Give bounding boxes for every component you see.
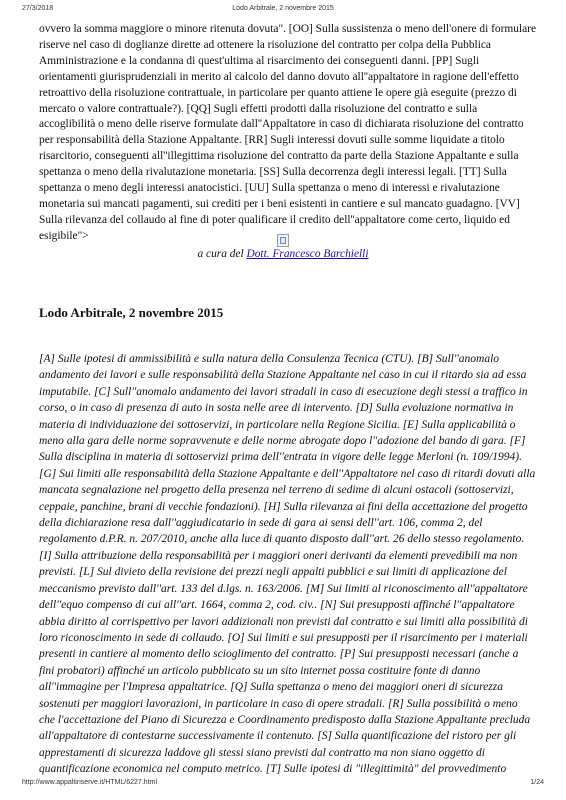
section-title: Lodo Arbitrale, 2 novembre 2015 bbox=[39, 305, 224, 320]
print-title: Lodo Arbitrale, 2 novembre 2015 bbox=[232, 5, 334, 12]
print-header bbox=[0, 5, 566, 17]
intro-paragraph: ovvero la somma maggiore o minore ritenuta dovuta". [OO] Sulla sussistenza o meno dell'onere di formulare riserve nel caso di doglianze dirette ad ottenere la risoluzione del contratto per colpa della Pubblica Amministrazione e la condanna di quest'ultima al risarcimento dei conseguenti danni. [PP] Sugli orientamenti giurisprudenziali in merito al calcolo del danno dovuto all''appaltatore in ragione dell'effetto retroattivo della risoluzione contrattuale, in particolare per quanto attiene le opere già eseguite (prezzo di mercato o valore contrattuale?). [QQ] Sugli effetti prodotti dalla risoluzione del contratto e sulla accoglibilità o meno delle riserve formulate dall''Appaltatore in caso di dichiarata risoluzione del contratto per responsabilità della Stazione Appaltante. [RR] Sugli interessi dovuti sulle somme liquidate a titolo risarcitorio, conseguenti all''illegittima risoluzione del contratto da parte della Stazione Appaltante e sulla spettanza o meno della rivalutazione monetaria. [SS] Sulla decorrenza degli interessi legali. [TT] Sulla spettanza o meno degli interessi anatocistici. [UU] Sulla spettanza o meno di interessi e rivalutazione monetaria sui mancati pagamenti, sui crediti per i beni esistenti in cantiere e sul mancato guadagno. [VV] Sulla rilevanza del collaudo al fine di poter qualificare il credito dell''appaltatore come certo, liquido ed esigibile"> bbox=[39, 23, 536, 242]
page-number: 1/24 bbox=[530, 779, 544, 786]
author-link[interactable]: Dott. Francesco Barchielli bbox=[246, 248, 369, 260]
print-footer bbox=[0, 779, 566, 791]
print-date: 27/3/2018 bbox=[22, 5, 54, 12]
summary-paragraph: [A] Sulle ipotesi di ammissibilità e sulla natura della Consulenza Tecnica (CTU). [B] Sull''anomalo andamento dei lavori e sulle responsabilità della Stazione Appaltante nel caso in cui il ritardo sia ad essa imputabile. [C] Sull''anomalo andamento dei lavori stradali in caso di esecuzione degli stessi a traffico in corso, o in caso di presenza di auto in sosta nelle aree di intervento. [D] Sulla evoluzione normativa in materia di individuazione dei sottoservizi, in particolare nella Regione Sicilia. [E] Sulla applicabilità o meno alla gara delle norme sopravvenute e delle norme abrogate dopo l''adozione del bando di gara. [F] Sulla disciplina in materia di sottoservizi prima dell''entrata in vigore delle legge Merloni (n. 109/1994). [G] Sui limiti alle responsabilità della Stazione Appaltante e dell''Appaltatore nel caso di ritardi dovuti alla mancata segnalazione nel progetto della presenza nel terreno di sedime di alcuni ostacoli (sottoservizi, ceppaie, panchine, brani di vecchie fondazioni). [H] Sulla rilevanza ai fini della accettazione del progetto della dichiarazione resa dall''aggiudicatario in sede di gara ai sensi dell''art. 106, comma 2, del regolamento d.P.R. n. 207/2010, anche alla luce di quanto disposto dall''art. 26 dello stesso regolamento. [I] Sulla attribuzione della responsabilità per i maggiori oneri derivanti da elementi prevedibili ma non previsti. [L] Sul divieto della revisione dei prezzi negli appalti pubblici e sui limiti di applicazione del meccanismo previsto dall''art. 133 del d.lgs. n. 163/2006. [M] Sui limiti al riconoscimento all''appaltatore dell''equo compenso di cui all''art. 1664, comma 2, cod. civ.. [N] Sui presupposti affinché l''appaltatore abbia diritto al corrispettivo per lavori addizionali non previsti dal contratto e sui limiti alla possibilità di loro riconoscimento in sede di collaudo. [O] Sui limiti e sui presupposti per il risarcimento per i materiali presenti in cantiere al momento dello scioglimento del contratto. [P] Sui presupposti necessari (anche a fini probatori) affinché un articolo pubblicato su un sito internet possa costituire fonte di danno all''immagine per l'Impresa appaltatrice. [Q] Sulla spettanza o meno dei maggiori oneri di sicurezza sostenuti per maggiori lavorazioni, in particolare in caso di opere stradali. [R] Sulla possibilità o meno che l'accettazione del Piano di Sicurezza e Coordinamento predisposto dalla Stazione Appaltante precluda all'appaltatore di contestarne successivamente il contenuto. [S] Sulla quantificazione del ristoro per gli apprestamenti di sicurezza laddove gli stessi siano previsti dal contratto ma non siano oggetto di quantificazione economica nel computo metrico. [T] Sulle ipotesi di "illegittimità" del provvedimento bbox=[39, 353, 536, 776]
broken-image-icon bbox=[277, 234, 289, 247]
author-credit bbox=[0, 247, 566, 262]
credit-prefix: a cura del bbox=[197, 248, 247, 260]
page-url: http://www.appaltiriserve.it/HTML/6227.html bbox=[22, 779, 157, 786]
